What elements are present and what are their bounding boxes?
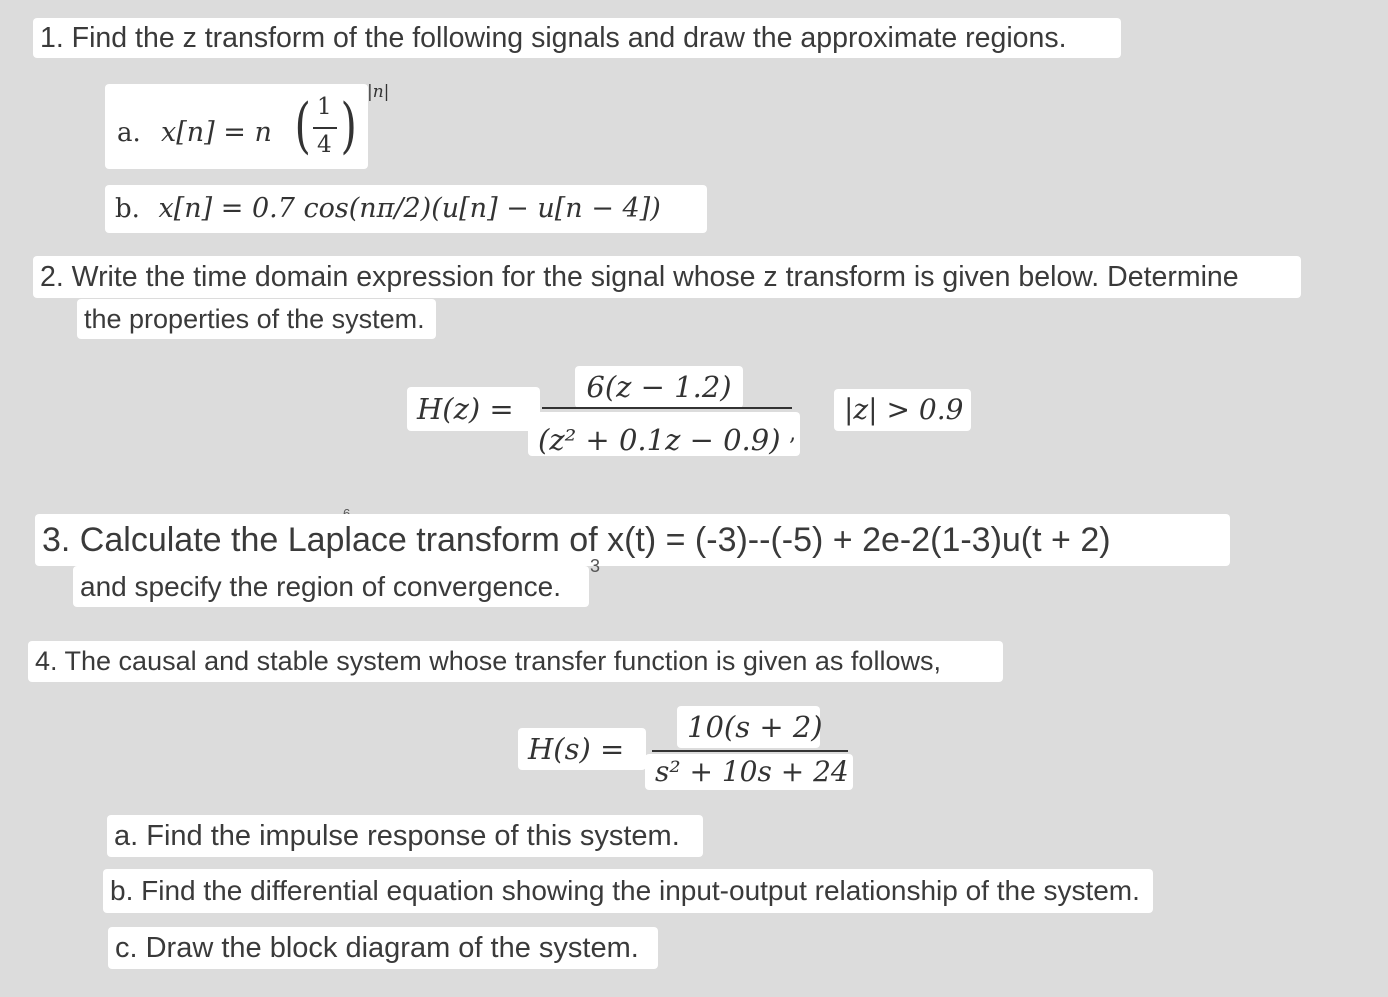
q1b-formula	[105, 185, 707, 233]
q2-comma: ,	[789, 421, 797, 446]
q1a-open-paren: (	[294, 91, 311, 161]
q3-line1: 3. Calculate the Laplace transform of x(t) = (-3)--(-5) + 2e-2(1-3)u(t + 2)	[35, 514, 1230, 566]
q2-numerator	[575, 366, 743, 408]
q2-line2: the properties of the system.	[77, 299, 436, 339]
q1b-expr: x[n] = 0.7 cos(nπ/2)(u[n] − u[n − 4])	[158, 193, 661, 224]
q2-line1: 2. Write the time domain expression for the signal whose z transform is given below. Determine	[33, 256, 1301, 298]
q4-lhs-text: H(s) =	[528, 732, 625, 766]
q1a-label: a.	[117, 118, 141, 148]
q2-denominator	[528, 412, 800, 456]
q2-num-text: 6(z − 1.2)	[586, 370, 732, 404]
q4-denominator	[645, 754, 853, 790]
q4a-text: a. Find the impulse response of this system.	[107, 815, 703, 857]
q2-roc	[834, 389, 971, 431]
q4-num-text: 10(s + 2)	[687, 710, 823, 744]
q4-numerator	[677, 706, 823, 748]
q2-lhs	[407, 387, 540, 431]
q1a-frac-den: 4	[317, 132, 332, 158]
q4-lhs	[518, 728, 646, 770]
q2-lhs-text: H(z) =	[417, 392, 514, 426]
q2-frac-bar	[542, 407, 792, 409]
q2-roc-text: |z| > 0.9	[844, 393, 964, 426]
q4b-text: b. Find the differential equation showing the input-output relationship of the system.	[103, 869, 1153, 913]
q4c-text: c. Draw the block diagram of the system.	[108, 927, 658, 969]
q1a-frac-bar	[313, 127, 337, 129]
q4-frac-bar	[652, 750, 848, 752]
q4-den-text: s² + 10s + 24	[655, 755, 849, 788]
q1a-exponent: |n|	[367, 82, 390, 102]
q4-intro: 4. The causal and stable system whose transfer function is given as follows,	[28, 641, 1003, 682]
q1a-close-paren: )	[340, 91, 357, 161]
q1a-lhs: x[n] = n	[161, 117, 272, 148]
q1-title: 1. Find the z transform of the following signals and draw the approximate regions.	[33, 18, 1121, 58]
q2-den-text: (z² + 0.1z − 0.9)	[538, 423, 781, 457]
q3-line2: and specify the region of convergence.	[73, 566, 589, 607]
q1a-formula	[105, 82, 390, 169]
q3-artifact-3: 3	[590, 556, 601, 576]
q1a-frac-num: 1	[317, 94, 332, 120]
q1b-label: b.	[115, 194, 140, 224]
